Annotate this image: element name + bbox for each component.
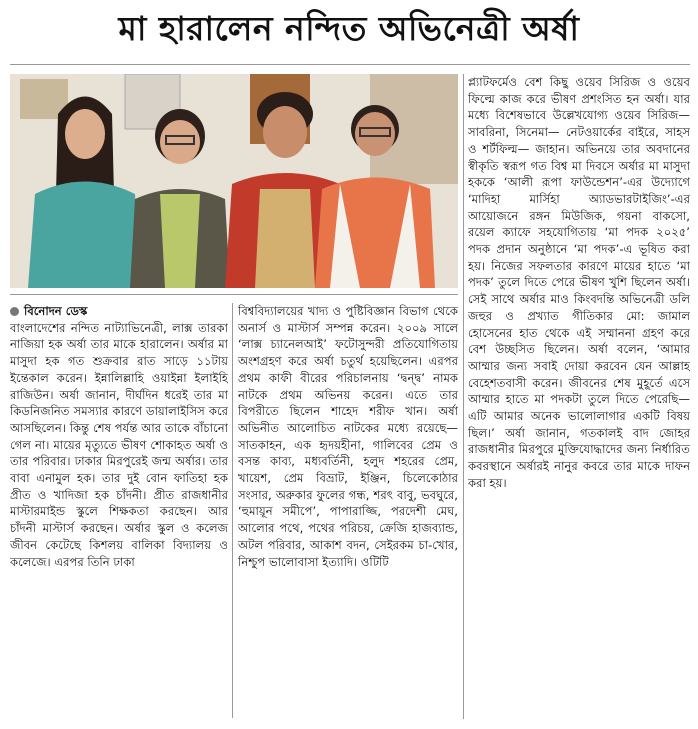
column-3-text: প্ল্যাটফর্মেও বেশ কিছু ওয়েব সিরিজ ও ওয়েব ফিল্মে কাজ করে ভীষণ প্রশংসিত হন অর্ষা। যার মধ্যে বিশেষভাবে উল্লেখযোগ্য ওয়েব সিরিজ— সাবরিনা, সিনেমা— নেটওয়ার্কের বাইরে, সাহস ও শর্টফিল্ম— জাহান। অভিনয়ে তার অবদানের স্বীকৃতি স্বরূপ গত বিশ্ব মা দিবসে অর্ষার মা মাসুদা হককে ‘আলী রূপা ফাউন্ডেশন’-এর উদ্যোগে ‘মাদিহা মার্সিহা অ্যাডভারটাইজিং’-এর আয়োজনে রঙ্গন মিউজিক, গয়না বাকসো, রয়েল ক্যাফে সহযোগিতায় ‘মা পদক ২০২৫’ পদক প্রদান অনুষ্ঠানে ‘মা পদক’-এ ভূষিত করা হয়। নিজের সফলতার কারণে মায়ের হাতে ‘মা পদক’ তুলে দিতে পেরে ভীষণ খুশি ছিলেন অর্ষা। সেই সাথে অর্ষার মাও কিংবদন্তি অভিনেত্রী ডলি জহুর ও প্রখ্যাত গীতিকার মো: জামাল হোসেনের হাত থেকে এই সম্মাননা গ্রহণ করে বেশ উচ্ছসিত ছিলেন। অর্ষা বলেন, ‘আমার আম্মার জন্য সবাই দোয়া করবেন যেন আল্লাহ বেহেশতবাসী করেন। জীবনের শেষ মুহূর্তে এসে আম্মার হাতে মা পদকটা তুলে দিতে পেরেছি— এটি আমার অনেক ভালোলাগার একটি বিষয় ছিল।’ অর্ষা জানান, গতকালই বাদ জোহর রাজধানীর মিরপুরে মুক্তিযোদ্ধাদের জন্য নির্ধারিত কবরস্থানে অর্ষারই নানুর কবরে তার মাকে দাফন করা হয়।	[468, 75, 690, 490]
column-2-text: বিশ্ববিদ্যালয়ের খাদ্য ও পুষ্টিবিজ্ঞান বিভাগ থেকে অনার্স ও মাস্টার্স সম্পন্ন করেন। ২০০৯ সালে ‘লাক্স চ্যানেলআই’ ফটোসুন্দরী প্রতিযোগিতায় অংশগ্রহণ করে অর্ষা চতুর্থ হয়েছিলেন। এরপর প্রথম কাফী বীরের পরিচালনায় ‘দ্বন্দ্ব’ নামক নাটকে প্রথম অভিনয় করেন। এতে তার বিপরীতে ছিলেন শাহেদ শরীফ খান। অর্ষা অভিনীত আলোচিত নাটকের মধ্যে রয়েছে— সাতকাহন, এক হৃদয়হীনা, গালিবের প্রেম ও বসন্ত কাব্য, মধ্যবর্তিনী, হলুদ শহরের প্রেম, খায়েশ, প্রেম বিভ্রাট, ইঞ্জিন, চিলেকোঠার সংসার, অরুকার ফুলের গন্ধ, শরৎ বাবু, ভবঘুরে, ‘হুমায়ূন সমীপে’, পাপারাজ্জি, পরদেশী মেঘ, আলোর পথে, পথের পরিচয়, ক্রেজি হাজব্যান্ড, অটল পরিবার, আকাশ বদন, সেইরকম চা-খোর, নিশ্চুপ ভালোবাসা ইত্যাদি। ওটিটি	[238, 304, 458, 569]
article-column-2	[238, 303, 458, 723]
byline-text: বিনোদন ডেস্ক	[24, 304, 88, 318]
column-divider-2	[463, 74, 464, 719]
column-divider-1	[232, 303, 233, 718]
article-column-1	[10, 303, 228, 723]
article-column-3	[468, 74, 690, 724]
group-photo	[10, 74, 458, 288]
group-photo-icon	[10, 74, 458, 288]
byline	[10, 303, 228, 320]
bullet-icon	[10, 307, 19, 316]
photo-caption-divider	[10, 294, 458, 295]
headline-divider	[10, 64, 690, 65]
headline: মা হারালেন নন্দিত অভিনেত্রী অর্ষা	[118, 9, 580, 48]
column-1-text: বাংলাদেশের নন্দিত নাট্যাভিনেত্রী, লাক্স তারকা নাজিয়া হক অর্ষা তার মাকে হারালেন। অর্ষার মা মাসুদা হক গত শুক্রবার রাত সাড়ে ১১টায় ইন্তেকাল করেন। ইন্নালিল্লাহি ওয়াইন্না ইলাইহি রাজিউন। অর্ষা জানান, দীর্ঘদিন ধরেই তার মা কিডনিজনিত সমস্যার কারণে ডায়ালাইসিস করে আসছিলেন। কিন্তু শেষ পর্যন্ত আর তাকে বাঁচানো গেল না। মায়ের মৃত্যুতে ভীষণ শোকাহত অর্ষা ও তার পরিবার। ঢাকার মিরপুরেই জন্ম অর্ষার। তার বাবা এনামুল হক। তার দুই বোন ফাতিহা হক প্রীত ও খাদিজা হক চাঁদনী। প্রীত রাজধানীর মাস্টারমাইন্ড স্কুলে শিক্ষকতা করছেন। আর চাঁদনী মাস্টার্স করছেন। অর্ষার স্কুল ও কলেজ জীবন কেটেছে কিশলয় বালিকা বিদ্যালয় ও কলেজে। এরপর তিনি ঢাকা	[10, 320, 228, 569]
